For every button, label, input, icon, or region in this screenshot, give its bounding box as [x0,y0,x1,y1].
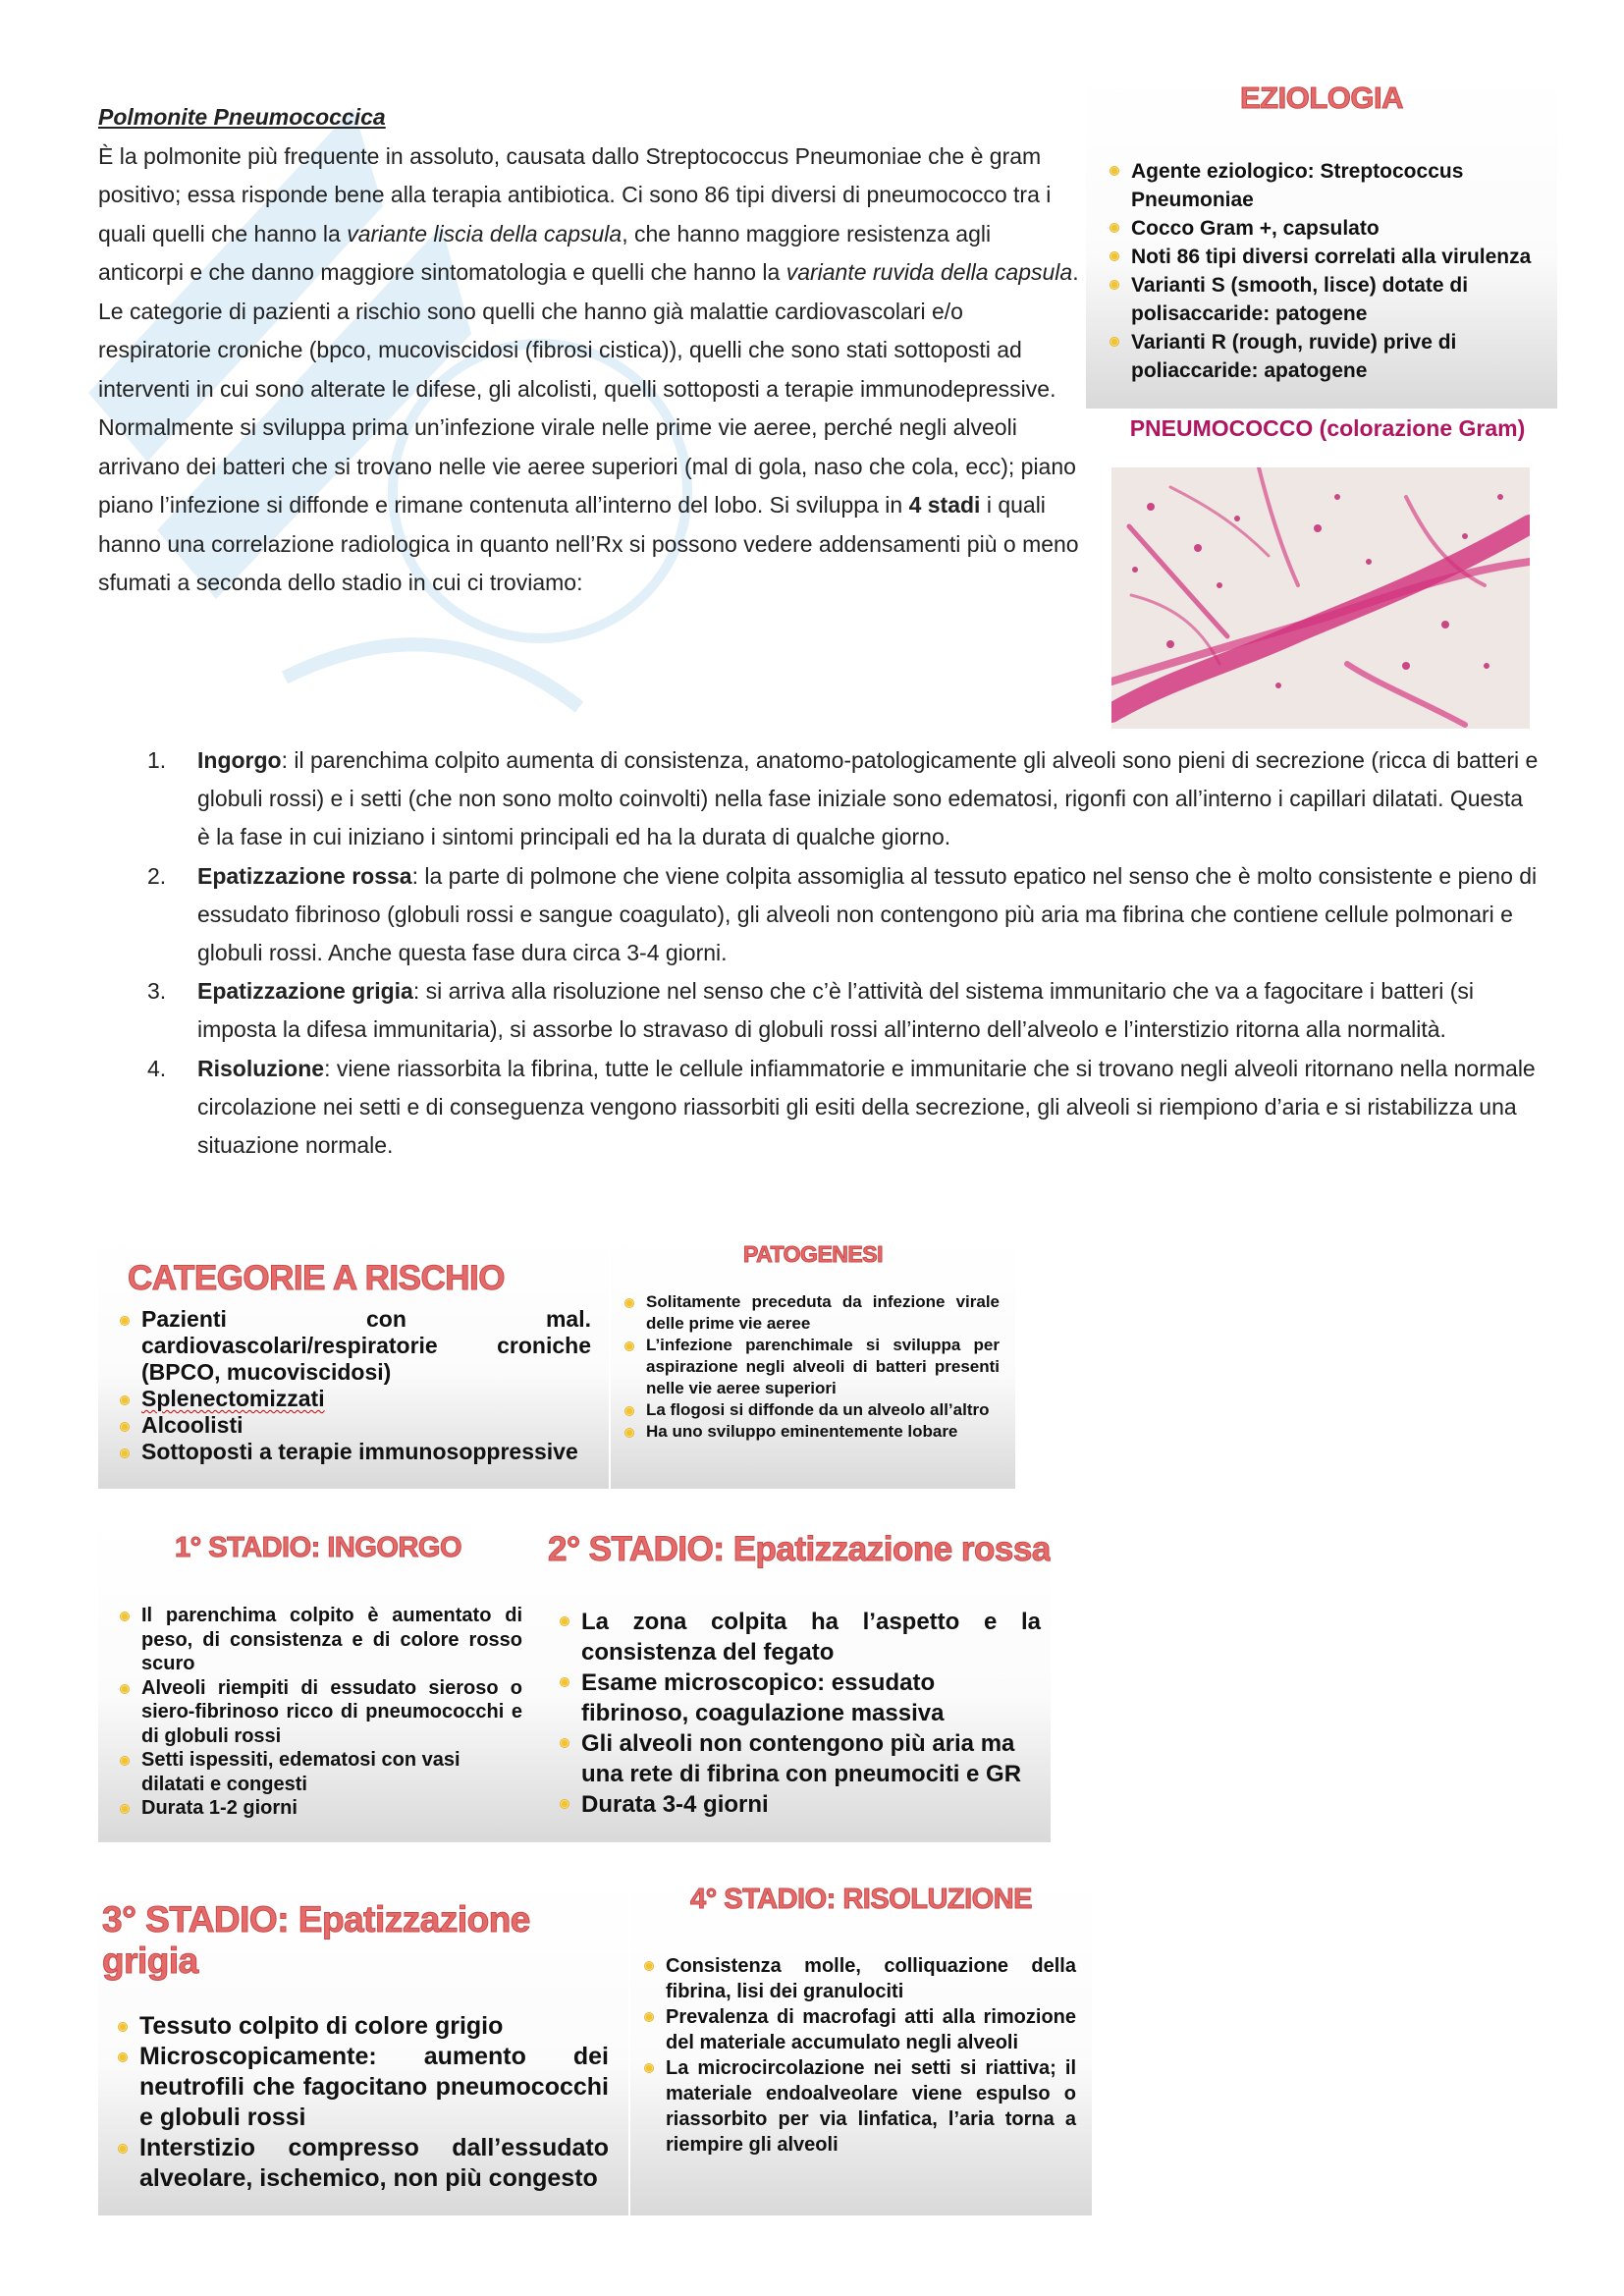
page-title: Polmonite Pneumococcica [98,104,386,130]
intro-paragraph-3: Normalmente si sviluppa prima un’infezione virale nelle prime vie aeree, perché negli alveoli arrivano dei batteri che si trovano nelle vie aeree superiori (mal di gola, naso che cola, ecc); piano piano l’infezione si diffonde e rimane contenuta all’interno del lobo. Si sviluppa in 4 stadi i quali hanno una correlazione radiologica in quanto nell’Rx si possono vedere addensamenti più o meno sfumati a seconda dello stadio in cui ci troviamo: [98,414,1079,595]
slide-bullet: Pazienti con mal. cardiovascolari/respiratorie croniche (BPCO, mucoviscidosi) [120,1306,591,1386]
stages-list [98,741,1542,1165]
slide-title: 3° STADIO: Epatizzazione grigia [102,1899,530,1981]
stage-item: 3. Epatizzazione grigia: si arriva alla risoluzione nel senso che c’è l’attività del sistema immunitario che va a fagocitare i batteri (si imposta la difesa immunitaria), si assorbe lo stravaso di globuli rossi all’interno dell’alveolo e l’interstizio ritorna alla normalità. [147,978,1475,1043]
slide-stadio-2 [538,1518,1051,1842]
slide-eziologia [1086,71,1557,409]
slide-bullet: Noti 86 tipi diversi correlati alla virulenza [1110,243,1542,271]
micrograph-title: PNEUMOCOCCO (colorazione Gram) [1129,415,1526,441]
slide-stadio-4 [630,1876,1092,2215]
slide-bullet: Durata 1-2 giorni [120,1796,522,1821]
slide-bullet: La zona colpita ha l’aspetto e la consistenza del fegato [560,1607,1041,1667]
slide-stadio-1 [98,1518,538,1842]
slide-title: PATOGENESI [743,1241,883,1267]
slide-bullet: Gli alveoli non contengono più aria ma una rete di fibrina con pneumociti e GR [560,1728,1041,1789]
slide-bullet: Splenectomizzati [120,1386,591,1412]
slide-categorie [98,1235,609,1489]
slide-bullet: Ha uno sviluppo eminentemente lobare [624,1421,1000,1443]
slide-bullet: Durata 3-4 giorni [560,1789,1041,1820]
slide-bullet: Varianti S (smooth, lisce) dotate di polisaccaride: patogene [1110,271,1542,328]
slide-title: 2° STADIO: Epatizzazione rossa [548,1530,1051,1568]
slide-bullet: Cocco Gram +, capsulato [1110,214,1542,243]
slide-bullet: Agente eziologico: Streptococcus Pneumoniae [1110,157,1542,214]
slide-bullet: Tessuto colpito di colore grigio [118,2011,609,2042]
slide-bullet: La microcircolazione nei setti si riattiva; il materiale endoalveolare viene espulso o riassorbito per via linfatica, l’aria torna a riempire gli alveoli [644,2055,1076,2158]
slide-bullet: Interstizio compresso dall’essudato alveolare, ischemico, non più congesto [118,2133,609,2194]
slide-bullet: Varianti R (rough, ruvide) prive di poliaccaride: apatogene [1110,328,1542,385]
slide-title: 1° STADIO: INGORGO [174,1532,462,1563]
stage-item: 2. Epatizzazione rossa: la parte di polmone che viene colpita assomiglia al tessuto epatico nel senso che è molto consistente e pieno di essudato fibrinoso (globuli rossi e sangue coagulato), gli alveoli non contengono più aria ma fibrina che contiene cellule polmonari e globuli rossi. Anche questa fase dura circa 3-4 giorni. [147,862,1538,966]
slide-bullet: Microscopicamente: aumento dei neutrofili che fagocitano pneumococchi e globuli rossi [118,2042,609,2133]
slide-bullet: La flogosi si diffonde da un alveolo all’altro [624,1399,1000,1421]
intro-section [98,98,1080,603]
slide-stadio-3 [98,1876,628,2215]
slide-bullet: Alcoolisti [120,1412,591,1439]
slide-bullet: L’infezione parenchimale si sviluppa per aspirazione negli alveoli di batteri presenti nelle vie aeree superiori [624,1335,1000,1399]
slide-patogenesi [611,1235,1015,1489]
slide-bullet: Esame microscopico: essudato fibrinoso, coagulazione massiva [560,1667,1041,1728]
slide-title: CATEGORIE A RISCHIO [128,1259,505,1297]
slide-bullet: Consistenza molle, colliquazione della fibrina, lisi dei granulociti [644,1953,1076,2004]
slide-bullet: Prevalenza di macrofagi atti alla rimozione del materiale accumulato negli alveoli [644,2004,1076,2055]
stage-item: 4. Risoluzione: viene riassorbita la fibrina, tutte le cellule infiammatorie e immunitarie che si trovano negli alveoli ritornano nella normale circolazione nei setti e di conseguenza vengono riassorbiti gli esiti della secrezione, gli alveoli si riempiono d’aria e si ristabilizza una situazione normale. [147,1055,1536,1159]
slide-title: 4° STADIO: RISOLUZIONE [689,1884,1033,1915]
micrograph-image [1111,467,1530,729]
stage-item: 1. Ingorgo: il parenchima colpito aumenta di consistenza, anatomo-patologicamente gli alveoli sono pieni di secrezione (ricca di batteri e globuli rossi) e i setti (che non sono molto coinvolti) nella fase iniziale sono edematosi, rigonfi con all’interno i capillari dilatati. Questa è la fase in cui iniziano i sintomi principali ed ha la durata di qualche giorno. [147,747,1539,850]
slide-bullet: Sottoposti a terapie immunosoppressive [120,1439,591,1465]
slide-bullet: Il parenchima colpito è aumentato di peso, di consistenza e di colore rosso scuro [120,1604,522,1676]
slide-bullet: Setti ispessiti, edematosi con vasi dilatati e congesti [120,1748,522,1796]
intro-paragraph-2: Le categorie di pazienti a rischio sono quelli che hanno già malattie cardiovascolari e/o respiratorie croniche (bpco, mucoviscidosi (fibrosi cistica)), quelli che sono stati sottoposti ad interventi in cui sono alterate le difese, gli alcolisti, quelli sottoposti a terapie immunodepressive. [98,298,1056,402]
slide-bullet: Alveoli riempiti di essudato sieroso o siero-fibrinoso ricco di pneumococchi e di globuli rossi [120,1676,522,1749]
slide-bullet: Solitamente preceduta da infezione virale delle prime vie aeree [624,1291,1000,1335]
slide-title: EZIOLOGIA [1240,81,1403,115]
intro-paragraph-1: È la polmonite più frequente in assoluto, causata dallo Streptococcus Pneumoniae che è gram positivo; essa risponde bene alla terapia antibiotica. Ci sono 86 tipi diversi di pneumococco tra i quali quelli che hanno la variante liscia della capsula, che hanno maggiore resistenza agli anticorpi e che danno maggiore sintomatologia e quelli che hanno la variante ruvida della capsula. [98,142,1079,285]
